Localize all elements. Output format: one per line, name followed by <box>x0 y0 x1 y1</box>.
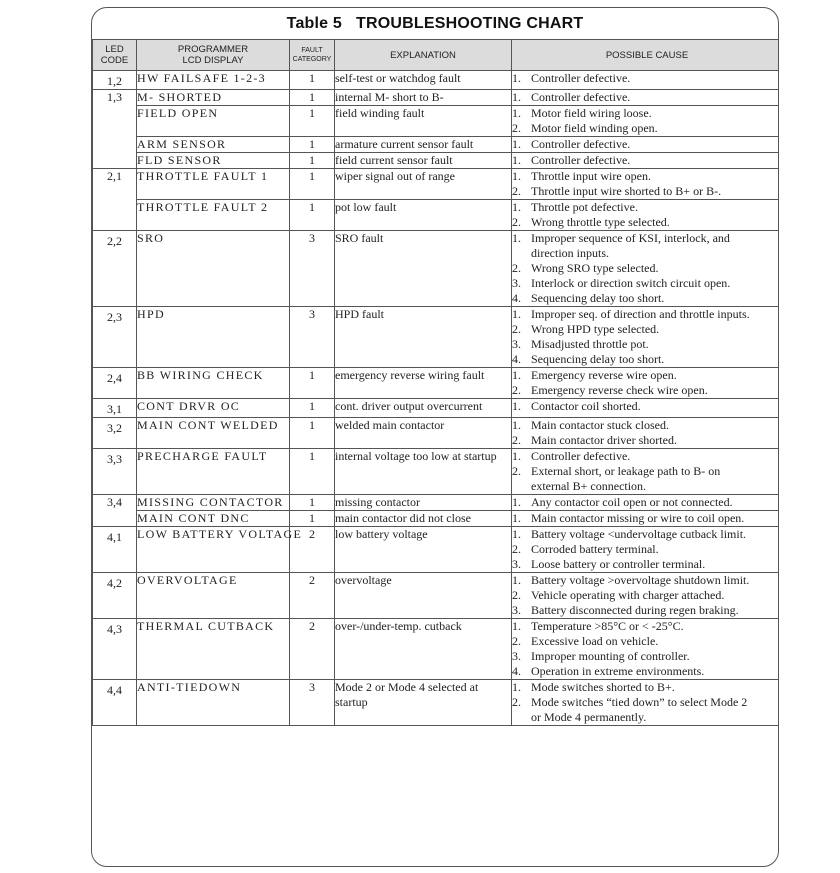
cause-list <box>512 106 779 136</box>
possible-cause-cell <box>512 231 780 307</box>
cause-item <box>512 307 779 322</box>
possible-cause-cell <box>512 619 780 680</box>
led-code-cell: 1,2 <box>93 71 137 90</box>
possible-cause-cell <box>512 169 780 200</box>
cause-number: 1. <box>512 368 521 382</box>
cause-text: Wrong HPD type selected. <box>531 322 660 336</box>
cause-number: 1. <box>512 399 521 413</box>
fault-category-cell: 1 <box>290 90 335 106</box>
cause-list <box>512 619 779 679</box>
cause-list <box>512 200 779 230</box>
fault-category-cell: 1 <box>290 153 335 169</box>
cause-text: Main contactor stuck closed. <box>531 418 669 432</box>
possible-cause-cell <box>512 527 780 573</box>
table-row <box>93 231 780 307</box>
cause-item <box>512 449 779 464</box>
led-code-cell: 2,3 <box>93 307 137 368</box>
lcd-display-cell: PRECHARGE FAULT <box>137 449 290 495</box>
cause-item <box>512 527 779 542</box>
fault-category-cell: 1 <box>290 368 335 399</box>
cause-item <box>512 169 779 184</box>
lcd-display-cell: HW FAILSAFE 1-2-3 <box>137 71 290 90</box>
cause-list <box>512 90 779 105</box>
led-code-cell: 2,2 <box>93 231 137 307</box>
lcd-display-cell: BB WIRING CHECK <box>137 368 290 399</box>
lcd-display-cell: FLD SENSOR <box>137 153 290 169</box>
cause-number: 3. <box>512 337 521 351</box>
cause-text: Contactor coil shorted. <box>531 399 641 413</box>
cause-list <box>512 153 779 168</box>
explanation-cell: main contactor did not close <box>335 511 512 527</box>
cause-number: 3. <box>512 649 521 663</box>
cause-text: Battery voltage >overvoltage shutdown limit. <box>531 573 750 587</box>
explanation-cell: wiper signal out of range <box>335 169 512 200</box>
possible-cause-cell <box>512 573 780 619</box>
cause-number: 2. <box>512 695 521 709</box>
table-row <box>93 169 780 200</box>
led-code-cell: 4,4 <box>93 680 137 726</box>
explanation-cell: field winding fault <box>335 106 512 137</box>
explanation-cell: welded main contactor <box>335 418 512 449</box>
table-title <box>92 15 778 37</box>
cause-number: 4. <box>512 352 521 366</box>
cause-number: 2. <box>512 184 521 198</box>
cause-item <box>512 511 779 526</box>
explanation-cell: low battery voltage <box>335 527 512 573</box>
cause-item <box>512 121 779 136</box>
cause-item <box>512 184 779 199</box>
explanation-cell: internal voltage too low at startup <box>335 449 512 495</box>
cause-list <box>512 368 779 398</box>
cause-item <box>512 71 779 86</box>
table-row <box>93 399 780 418</box>
fault-category-cell: 3 <box>290 231 335 307</box>
led-code-cell: 1,3 <box>93 90 137 169</box>
cause-text: Throttle pot defective. <box>531 200 638 214</box>
cause-item <box>512 418 779 433</box>
possible-cause-cell <box>512 399 780 418</box>
possible-cause-cell <box>512 680 780 726</box>
cause-item <box>512 680 779 695</box>
cause-number: 1. <box>512 71 521 85</box>
table-row <box>93 307 780 368</box>
cause-text: Throttle input wire open. <box>531 169 651 183</box>
possible-cause-cell <box>512 200 780 231</box>
lcd-display-cell: ARM SENSOR <box>137 137 290 153</box>
lcd-display-cell: MAIN CONT WELDED <box>137 418 290 449</box>
cause-text: Controller defective. <box>531 153 631 167</box>
cause-item <box>512 291 779 306</box>
led-code-cell: 3,1 <box>93 399 137 418</box>
cause-item <box>512 231 779 261</box>
cause-text: Battery disconnected during regen braking. <box>531 603 739 617</box>
cause-number: 1. <box>512 153 521 167</box>
cause-list <box>512 399 779 414</box>
cause-item <box>512 634 779 649</box>
table-row <box>93 137 780 153</box>
table-row <box>93 495 780 511</box>
troubleshooting-chart-frame <box>91 7 779 867</box>
cause-number: 2. <box>512 433 521 447</box>
cause-number: 2. <box>512 121 521 135</box>
table-row <box>93 680 780 726</box>
header-possible-cause: POSSIBLE CAUSE <box>512 40 780 71</box>
cause-item <box>512 322 779 337</box>
fault-category-cell: 1 <box>290 71 335 90</box>
possible-cause-cell <box>512 307 780 368</box>
explanation-cell: cont. driver output overcurrent <box>335 399 512 418</box>
cause-text: Motor field wiring loose. <box>531 106 652 120</box>
lcd-display-cell: MISSING CONTACTOR <box>137 495 290 511</box>
cause-number: 1. <box>512 495 521 509</box>
lcd-display-cell: ANTI-TIEDOWN <box>137 680 290 726</box>
cause-text: Throttle input wire shorted to B+ or B-. <box>531 184 722 198</box>
possible-cause-cell <box>512 153 780 169</box>
cause-number: 3. <box>512 276 521 290</box>
cause-number: 2. <box>512 464 521 478</box>
explanation-cell: self-test or watchdog fault <box>335 71 512 90</box>
table-body <box>93 71 780 726</box>
header-led-code: LED CODE <box>93 40 137 71</box>
cause-list <box>512 511 779 526</box>
cause-number: 2. <box>512 383 521 397</box>
fault-category-cell: 1 <box>290 449 335 495</box>
fault-category-cell: 1 <box>290 399 335 418</box>
cause-list <box>512 573 779 618</box>
cause-text: Battery voltage <undervoltage cutback limit. <box>531 527 747 541</box>
cause-number: 1. <box>512 449 521 463</box>
cause-text: Vehicle operating with charger attached. <box>531 588 725 602</box>
cause-number: 1. <box>512 90 521 104</box>
table-title-text: TROUBLESHOOTING CHART <box>356 15 584 32</box>
cause-text: Emergency reverse wire open. <box>531 368 677 382</box>
cause-item <box>512 276 779 291</box>
cause-item <box>512 368 779 383</box>
cause-list <box>512 418 779 448</box>
cause-text: Temperature >85°C or < -25°C. <box>531 619 684 633</box>
fault-category-cell: 1 <box>290 137 335 153</box>
cause-text: Any contactor coil open or not connected. <box>531 495 733 509</box>
cause-item <box>512 495 779 510</box>
cause-number: 1. <box>512 527 521 541</box>
cause-item <box>512 649 779 664</box>
possible-cause-cell <box>512 106 780 137</box>
fault-category-cell: 1 <box>290 511 335 527</box>
cause-item <box>512 619 779 634</box>
cause-text: Motor field winding open. <box>531 121 658 135</box>
cause-item <box>512 90 779 105</box>
cause-text: Wrong SRO type selected. <box>531 261 659 275</box>
explanation-cell: overvoltage <box>335 573 512 619</box>
cause-item <box>512 433 779 448</box>
fault-category-cell: 3 <box>290 680 335 726</box>
cause-number: 4. <box>512 291 521 305</box>
cause-number: 3. <box>512 603 521 617</box>
fault-category-cell: 1 <box>290 418 335 449</box>
cause-number: 2. <box>512 542 521 556</box>
cause-text: External short, or leakage path to B- on external B+ connection. <box>531 464 721 493</box>
cause-text: Sequencing delay too short. <box>531 352 665 366</box>
cause-number: 1. <box>512 200 521 214</box>
cause-item <box>512 399 779 414</box>
cause-item <box>512 588 779 603</box>
cause-list <box>512 71 779 86</box>
cause-item <box>512 383 779 398</box>
lcd-display-cell: HPD <box>137 307 290 368</box>
explanation-cell: over-/under-temp. cutback <box>335 619 512 680</box>
lcd-display-cell: M- SHORTED <box>137 90 290 106</box>
lcd-display-cell: MAIN CONT DNC <box>137 511 290 527</box>
table-row <box>93 368 780 399</box>
possible-cause-cell <box>512 495 780 511</box>
possible-cause-cell <box>512 137 780 153</box>
cause-text: Loose battery or controller terminal. <box>531 557 706 571</box>
explanation-cell: Mode 2 or Mode 4 selected at startup <box>335 680 512 726</box>
lcd-display-cell: CONT DRVR OC <box>137 399 290 418</box>
table-row <box>93 619 780 680</box>
cause-item <box>512 695 779 725</box>
lcd-display-cell: SRO <box>137 231 290 307</box>
led-code-cell: 4,2 <box>93 573 137 619</box>
cause-number: 2. <box>512 261 521 275</box>
fault-category-cell: 1 <box>290 106 335 137</box>
cause-list <box>512 169 779 199</box>
explanation-cell: emergency reverse wiring fault <box>335 368 512 399</box>
cause-text: Operation in extreme environments. <box>531 664 705 678</box>
possible-cause-cell <box>512 449 780 495</box>
table-row <box>93 449 780 495</box>
cause-number: 1. <box>512 511 521 525</box>
cause-number: 1. <box>512 169 521 183</box>
cause-number: 2. <box>512 322 521 336</box>
cause-text: Controller defective. <box>531 71 631 85</box>
cause-text: Excessive load on vehicle. <box>531 634 659 648</box>
cause-text: Mode switches shorted to B+. <box>531 680 675 694</box>
cause-text: Misadjusted throttle pot. <box>531 337 649 351</box>
cause-text: Main contactor missing or wire to coil open. <box>531 511 745 525</box>
led-code-cell: 3,4 <box>93 495 137 527</box>
fault-category-cell: 2 <box>290 619 335 680</box>
fault-category-cell: 2 <box>290 527 335 573</box>
led-code-cell: 3,2 <box>93 418 137 449</box>
cause-number: 3. <box>512 557 521 571</box>
fault-category-cell: 1 <box>290 200 335 231</box>
cause-item <box>512 261 779 276</box>
cause-list <box>512 307 779 367</box>
possible-cause-cell <box>512 418 780 449</box>
fault-category-cell: 1 <box>290 495 335 511</box>
cause-number: 1. <box>512 418 521 432</box>
cause-text: Emergency reverse check wire open. <box>531 383 708 397</box>
cause-number: 1. <box>512 231 521 245</box>
cause-list <box>512 495 779 510</box>
cause-text: Corroded battery terminal. <box>531 542 659 556</box>
cause-item <box>512 337 779 352</box>
cause-item <box>512 215 779 230</box>
cause-item <box>512 603 779 618</box>
cause-item <box>512 153 779 168</box>
cause-item <box>512 573 779 588</box>
cause-number: 1. <box>512 106 521 120</box>
explanation-cell: SRO fault <box>335 231 512 307</box>
cause-number: 4. <box>512 664 521 678</box>
cause-item <box>512 200 779 215</box>
cause-text: Wrong throttle type selected. <box>531 215 670 229</box>
lcd-display-cell: FIELD OPEN <box>137 106 290 137</box>
explanation-cell: HPD fault <box>335 307 512 368</box>
header-row <box>93 40 780 71</box>
fault-category-cell: 2 <box>290 573 335 619</box>
cause-text: Improper seq. of direction and throttle inputs. <box>531 307 750 321</box>
explanation-cell: armature current sensor fault <box>335 137 512 153</box>
cause-item <box>512 664 779 679</box>
cause-text: Interlock or direction switch circuit open. <box>531 276 731 290</box>
fault-category-cell: 3 <box>290 307 335 368</box>
cause-text: Improper mounting of controller. <box>531 649 690 663</box>
table-row <box>93 511 780 527</box>
cause-item <box>512 352 779 367</box>
table-row <box>93 573 780 619</box>
led-code-cell: 4,3 <box>93 619 137 680</box>
table-row <box>93 106 780 137</box>
explanation-cell: field current sensor fault <box>335 153 512 169</box>
cause-number: 1. <box>512 680 521 694</box>
table-row <box>93 200 780 231</box>
cause-list <box>512 527 779 572</box>
table-row <box>93 153 780 169</box>
lcd-display-cell: THERMAL CUTBACK <box>137 619 290 680</box>
table-row <box>93 71 780 90</box>
led-code-cell: 2,4 <box>93 368 137 399</box>
cause-number: 1. <box>512 137 521 151</box>
table-row <box>93 418 780 449</box>
cause-text: Improper sequence of KSI, interlock, and direction inputs. <box>531 231 730 260</box>
cause-item <box>512 137 779 152</box>
possible-cause-cell <box>512 368 780 399</box>
cause-number: 2. <box>512 634 521 648</box>
cause-list <box>512 680 779 725</box>
lcd-display-cell: THROTTLE FAULT 1 <box>137 169 290 200</box>
cause-number: 2. <box>512 215 521 229</box>
led-code-cell: 4,1 <box>93 527 137 573</box>
lcd-display-cell: THROTTLE FAULT 2 <box>137 200 290 231</box>
cause-number: 1. <box>512 573 521 587</box>
cause-list <box>512 449 779 494</box>
cause-text: Sequencing delay too short. <box>531 291 665 305</box>
cause-text: Controller defective. <box>531 137 631 151</box>
header-explanation: EXPLANATION <box>335 40 512 71</box>
header-lcd-display: PROGRAMMER LCD DISPLAY <box>137 40 290 71</box>
cause-list <box>512 231 779 306</box>
led-code-cell: 2,1 <box>93 169 137 231</box>
lcd-display-cell: LOW BATTERY VOLTAGE <box>137 527 290 573</box>
fault-category-cell: 1 <box>290 169 335 200</box>
table-row <box>93 527 780 573</box>
cause-item <box>512 557 779 572</box>
cause-text: Main contactor driver shorted. <box>531 433 677 447</box>
cause-item <box>512 464 779 494</box>
troubleshooting-table <box>92 39 779 726</box>
explanation-cell: pot low fault <box>335 200 512 231</box>
cause-item <box>512 106 779 121</box>
cause-text: Mode switches “tied down” to select Mode 2 or Mode 4 permanently. <box>531 695 748 724</box>
cause-item <box>512 542 779 557</box>
cause-text: Controller defective. <box>531 90 631 104</box>
lcd-display-cell: OVERVOLTAGE <box>137 573 290 619</box>
possible-cause-cell <box>512 511 780 527</box>
explanation-cell: missing contactor <box>335 495 512 511</box>
cause-number: 1. <box>512 307 521 321</box>
table-number: Table 5 <box>286 15 343 32</box>
possible-cause-cell <box>512 90 780 106</box>
cause-number: 2. <box>512 588 521 602</box>
table-row <box>93 90 780 106</box>
cause-list <box>512 137 779 152</box>
cause-number: 1. <box>512 619 521 633</box>
possible-cause-cell <box>512 71 780 90</box>
explanation-cell: internal M- short to B- <box>335 90 512 106</box>
header-fault-category: FAULT CATEGORY <box>290 40 335 71</box>
cause-text: Controller defective. <box>531 449 631 463</box>
led-code-cell: 3,3 <box>93 449 137 495</box>
